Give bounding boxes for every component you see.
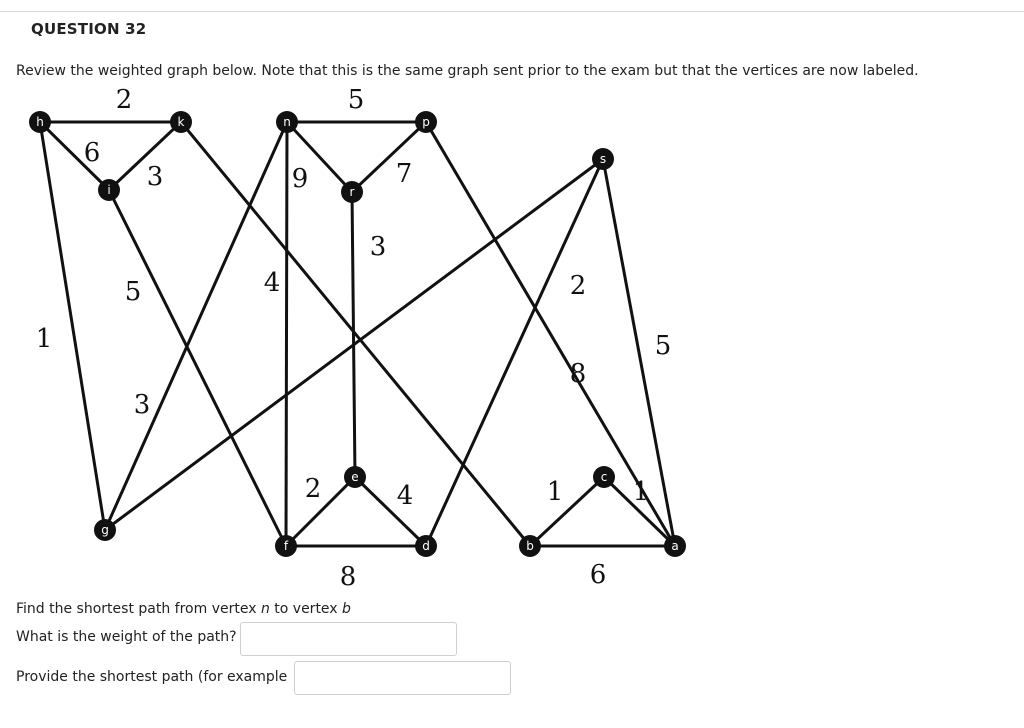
vertex-b — [519, 535, 541, 557]
edge-weight-h-k: 2 — [115, 85, 133, 115]
edge-s-d — [426, 159, 603, 546]
path-weight-input[interactable] — [240, 622, 457, 656]
edge-weight-b-c: 1 — [546, 477, 564, 507]
edge-weight-n-r: 9 — [291, 164, 309, 194]
vertex-label-s: s — [599, 152, 607, 166]
question-prompt: Review the weighted graph below. Note that this is the same graph sent prior to the exam but that the vertices are now labeled. — [16, 63, 919, 79]
to-vertex: b — [342, 601, 351, 617]
vertex-a — [664, 535, 686, 557]
find-shortest-path-text: Find the shortest path from vertex n to vertex b — [16, 601, 351, 617]
vertex-label-r: r — [349, 185, 355, 199]
edge-b-c — [530, 477, 604, 546]
edge-weight-i-k: 3 — [146, 162, 164, 192]
edge-weight-f-d: 8 — [339, 562, 357, 592]
vertex-label-c: c — [600, 470, 608, 484]
edge-i-k — [109, 122, 181, 190]
vertex-g — [94, 519, 116, 541]
edge-n-f — [286, 122, 287, 546]
vertex-i — [98, 179, 120, 201]
vertex-p — [415, 111, 437, 133]
vertex-label-f: f — [283, 539, 289, 553]
vertex-label-h: h — [36, 115, 44, 129]
vertex-e — [344, 466, 366, 488]
vertex-label-k: k — [177, 115, 185, 129]
edge-weight-b-a: 6 — [589, 560, 607, 590]
vertex-label-b: b — [526, 539, 534, 553]
edge-weight-p-a: 8 — [569, 359, 587, 389]
vertex-n — [276, 111, 298, 133]
vertex-label-a: a — [671, 539, 679, 553]
vertex-k — [170, 111, 192, 133]
edge-weight-r-e: 3 — [369, 232, 387, 262]
vertex-label-d: d — [422, 539, 430, 553]
vertex-label-e: e — [351, 470, 359, 484]
edge-weight-n-g: 3 — [133, 390, 151, 420]
question-title: QUESTION 32 — [31, 20, 147, 38]
vertex-label-g: g — [101, 523, 109, 537]
edge-e-d — [355, 477, 426, 546]
edge-i-f — [109, 190, 286, 546]
vertex-label-n: n — [283, 115, 291, 129]
edge-weight-c-a: 1 — [632, 477, 650, 507]
edge-weight-h-g: 1 — [35, 324, 53, 354]
vertex-r — [341, 181, 363, 203]
edge-r-p — [352, 122, 426, 192]
edge-weight-e-d: 4 — [396, 481, 414, 511]
vertex-f — [275, 535, 297, 557]
edge-weight-n-f: 4 — [263, 268, 281, 298]
path-question-label: Provide the shortest path (for example — [16, 669, 288, 685]
vertex-label-i: i — [107, 183, 111, 197]
weight-question-label: What is the weight of the path? — [16, 629, 237, 645]
edge-n-g — [105, 122, 287, 530]
edge-weight-f-e: 2 — [304, 474, 322, 504]
vertex-c — [593, 466, 615, 488]
vertex-h — [29, 111, 51, 133]
vertex-s — [592, 148, 614, 170]
shortest-path-input[interactable] — [294, 661, 511, 695]
from-vertex: n — [260, 601, 270, 617]
edge-weight-h-i: 6 — [83, 138, 101, 168]
edge-r-e — [352, 192, 355, 477]
edge-weight-r-p: 7 — [395, 159, 413, 189]
vertex-label-p: p — [422, 115, 430, 129]
edge-weight-s-d: 2 — [569, 271, 587, 301]
vertex-d — [415, 535, 437, 557]
edge-weight-s-a: 5 — [654, 331, 672, 361]
edge-weight-n-p: 5 — [347, 85, 365, 115]
edge-weight-i-f: 5 — [124, 277, 142, 307]
